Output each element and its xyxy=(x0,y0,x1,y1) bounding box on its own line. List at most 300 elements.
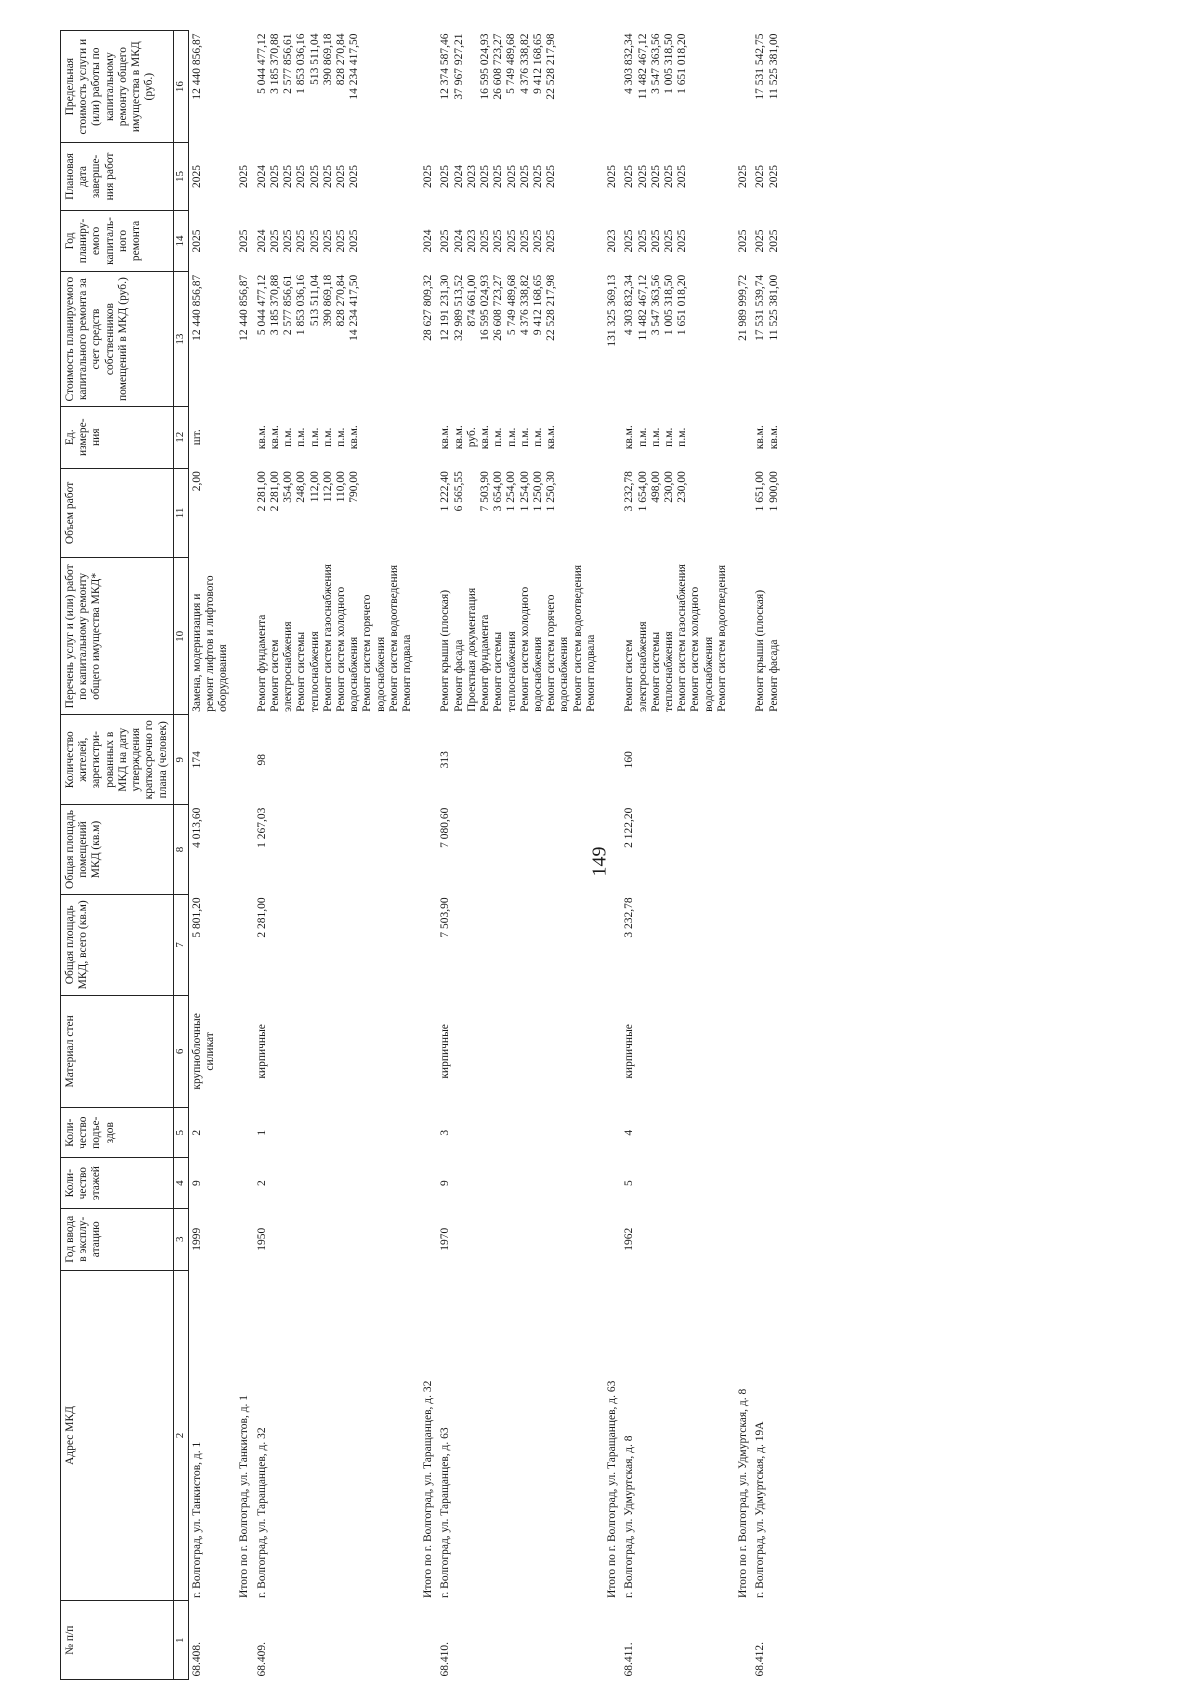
work-end-line: 2025 xyxy=(767,164,780,188)
work-unit-line: п.м. xyxy=(282,427,295,447)
work-cost-line: 4 376 338,82 xyxy=(518,274,531,336)
work-limit-line: 22 528 217,98 xyxy=(545,33,557,100)
work-volume-line: 112,00 xyxy=(321,471,334,503)
work-unit xyxy=(752,406,782,468)
work-limit-line: 37 967 927,21 xyxy=(452,33,465,100)
work-name-line: Ремонт фундамента xyxy=(255,614,268,712)
work-volume-line: 112,00 xyxy=(308,471,321,503)
residents-cell: 174 xyxy=(188,715,232,805)
work-end-line: 2025 xyxy=(754,164,767,188)
work-volume-line: 6 565,55 xyxy=(452,471,465,512)
work-cost-line: 12 440 856,87 xyxy=(190,274,203,341)
header-cell: Общая площадь помещений МКД (кв.м) xyxy=(61,805,174,895)
empty-cell xyxy=(731,894,752,995)
work-cost xyxy=(752,272,782,407)
work-volume-line: 1 651,00 xyxy=(754,471,767,512)
work-name-line: Ремонт фасада xyxy=(767,639,780,712)
work-cost-line: 32 989 513,52 xyxy=(452,274,465,341)
floors-cell: 9 xyxy=(188,1158,232,1208)
work-cost xyxy=(254,272,417,407)
work-name-line: Ремонт системы теплоснабжения xyxy=(492,631,518,712)
empty-cell xyxy=(416,995,437,1107)
column-number: 1 xyxy=(173,1601,188,1680)
work-volume-line: 2 281,00 xyxy=(255,471,268,512)
work-unit xyxy=(254,406,417,468)
work-end-line: 2025 xyxy=(268,164,281,188)
work-unit-line: кв.м. xyxy=(439,425,452,450)
work-volume-line: 2,00 xyxy=(190,471,203,492)
work-end-line: 2023 xyxy=(465,164,478,188)
subtotal-spacer xyxy=(731,1601,752,1680)
work-limit-line: 390 869,18 xyxy=(321,33,334,86)
work-year-line: 2024 xyxy=(452,229,465,253)
header-cell: Год ввода в эксплу-атацию xyxy=(61,1208,174,1270)
work-limit xyxy=(437,31,600,143)
address-cell: г. Волгоград, ул. Таращанцев, д. 32 xyxy=(255,1427,268,1598)
work-end-line: 2025 xyxy=(636,164,649,188)
work-unit xyxy=(188,406,232,468)
work-cost-line: 5 749 489,68 xyxy=(505,274,518,336)
subtotal-label: Итого по г. Волгоград, ул. Таращанцев, д. 63 xyxy=(606,1380,619,1598)
rooms-area-cell: 4 013,60 xyxy=(188,805,232,895)
work-cost-line: 14 234 417,50 xyxy=(348,274,361,341)
empty-cell xyxy=(600,894,621,995)
work-unit-line: п.м. xyxy=(649,427,662,447)
work-end-line: 2025 xyxy=(348,164,361,188)
subtotal-row xyxy=(232,31,253,1680)
work-volume-line: 498,00 xyxy=(649,471,662,503)
work-limit-line: 513 511,04 xyxy=(308,33,321,85)
work-cost xyxy=(437,272,600,407)
floors-cell: 2 xyxy=(255,1180,268,1187)
empty-cell xyxy=(416,406,437,468)
column-number: 16 xyxy=(173,31,188,143)
empty-cell xyxy=(232,1208,253,1270)
work-year-line: 2025 xyxy=(190,229,203,253)
work-name-line: Ремонт фасада xyxy=(452,639,465,712)
subtotal-label: Итого по г. Волгоград, ул. Танкистов, д. 1 xyxy=(238,1394,251,1598)
work-unit-line: кв.м. xyxy=(479,425,492,450)
work-end-line: 2025 xyxy=(505,164,518,188)
empty-cell xyxy=(600,468,621,558)
work-limit-line: 11 525 381,00 xyxy=(767,33,780,100)
work-name-line: Ремонт подвала xyxy=(584,634,597,712)
work-limit xyxy=(621,31,731,143)
work-end-line: 2025 xyxy=(518,164,531,188)
work-end-line: 2025 xyxy=(662,164,675,188)
subtotal-end: 2025 xyxy=(422,164,435,188)
empty-cell xyxy=(416,715,437,805)
work-cost-line: 22 528 217,98 xyxy=(545,274,558,341)
work-end xyxy=(621,143,731,210)
work-limit-line xyxy=(466,34,479,140)
work-end-line: 2025 xyxy=(295,164,308,188)
work-end-line: 2025 xyxy=(676,164,689,188)
work-volume xyxy=(254,468,417,558)
work-cost-line: 1 651 018,20 xyxy=(676,274,689,336)
work-name-line: Ремонт системы теплоснабжения xyxy=(295,631,321,712)
empty-cell xyxy=(600,995,621,1107)
work-cost xyxy=(621,272,731,407)
work-year-line: 2025 xyxy=(295,229,308,253)
total-area-cell xyxy=(752,894,782,995)
column-number: 10 xyxy=(173,558,188,715)
year-built-cell: 1999 xyxy=(188,1208,232,1270)
subtotal-cost: 131 325 369,13 xyxy=(606,274,619,347)
work-limit-line: 1 005 318,50 xyxy=(662,33,675,94)
work-volume-line: 354,00 xyxy=(282,471,295,503)
total-area-cell: 5 801,20 xyxy=(188,894,232,995)
work-year-line: 2025 xyxy=(532,229,544,253)
work-year xyxy=(188,210,232,272)
empty-cell xyxy=(731,805,752,895)
work-cost-line: 874 661,00 xyxy=(465,274,478,327)
empty-cell xyxy=(232,995,253,1107)
work-end-line: 2025 xyxy=(649,164,662,188)
column-number: 13 xyxy=(173,272,188,407)
work-name-line: Ремонт систем электроснабжения xyxy=(623,621,649,712)
work-volume-line: 1 254,00 xyxy=(505,471,518,512)
work-volume-line: 1 654,00 xyxy=(636,471,649,512)
work-limit-line: 16 595 024,93 xyxy=(478,33,491,100)
empty-cell xyxy=(600,558,621,715)
work-limit-line: 17 531 542,75 xyxy=(754,33,767,100)
wall-material-cell: кирпичные xyxy=(623,1024,636,1079)
work-unit-line: кв.м. xyxy=(268,425,281,450)
work-year-line: 2025 xyxy=(334,229,347,253)
work-name-line: Ремонт систем холодного водоснабжения xyxy=(518,586,544,712)
entrances-cell: 3 xyxy=(439,1129,452,1136)
entrances-cell: 2 xyxy=(188,1107,232,1157)
work-cost xyxy=(188,272,232,407)
column-number: 11 xyxy=(173,468,188,558)
work-cost-line: 828 270,84 xyxy=(334,274,347,327)
work-name-line: Ремонт систем водоотведения xyxy=(571,564,584,712)
work-year-line: 2025 xyxy=(479,229,492,253)
wall-material-cell: крупноблочные силикат xyxy=(188,995,232,1107)
work-limit-line: 5 749 489,68 xyxy=(505,33,518,94)
row-number: 68.410. xyxy=(439,1642,452,1677)
work-volume-line xyxy=(466,471,479,555)
header-cell: Год планиру-емого капиталь-ного ремонта xyxy=(61,210,174,272)
work-name xyxy=(752,558,782,715)
subtotal-cost: 12 440 856,87 xyxy=(238,274,251,341)
empty-cell xyxy=(600,406,621,468)
work-end-line: 2025 xyxy=(308,164,321,188)
work-year-line: 2025 xyxy=(282,229,295,253)
rooms-area-cell xyxy=(752,805,782,895)
work-volume-line: 1 250,00 xyxy=(531,471,544,512)
work-volume-line: 1 250,30 xyxy=(545,471,557,512)
empty-cell xyxy=(232,715,253,805)
entrances-cell: 4 xyxy=(623,1129,636,1136)
header-cell: Материал стен xyxy=(61,995,174,1107)
work-cost-line: 513 511,04 xyxy=(308,274,321,327)
work-cost-line: 4 303 832,34 xyxy=(623,274,636,336)
work-volume-line: 1 222,40 xyxy=(439,471,452,512)
work-unit-line: кв.м. xyxy=(545,425,558,450)
header-cell: № п/п xyxy=(61,1601,174,1680)
work-unit-line: п.м. xyxy=(334,427,347,447)
work-year-line: 2025 xyxy=(505,229,518,253)
address-cell: г. Волгоград, ул. Танкистов, д. 1 xyxy=(188,1270,232,1601)
table-row xyxy=(437,31,600,1680)
work-name-line: Ремонт подвала xyxy=(401,634,414,712)
work-year-line: 2025 xyxy=(518,229,531,253)
work-volume-line: 1 254,00 xyxy=(518,471,531,512)
work-unit-line: п.м. xyxy=(662,427,675,447)
subtotal-label: Итого по г. Волгоград, ул. Удмуртская, д. 8 xyxy=(737,1388,750,1598)
empty-cell xyxy=(731,558,752,715)
work-year xyxy=(752,210,782,272)
work-cost-line: 1 853 036,16 xyxy=(295,274,308,336)
rooms-area-cell: 1 267,03 xyxy=(255,807,268,848)
work-end-line: 2025 xyxy=(623,164,636,188)
work-cost-line: 11 525 381,00 xyxy=(767,274,780,341)
work-year-line: 2025 xyxy=(636,229,649,253)
empty-cell xyxy=(600,805,621,895)
empty-cell xyxy=(416,805,437,895)
work-unit-line: п.м. xyxy=(295,427,308,447)
column-number: 12 xyxy=(173,406,188,468)
work-unit-line: кв.м. xyxy=(452,425,465,450)
work-end-line: 2025 xyxy=(321,164,334,188)
row-number: 68.409. xyxy=(255,1642,268,1677)
work-name-line: Ремонт систем газоснабжения xyxy=(321,564,334,712)
table-row xyxy=(188,31,232,1680)
empty-cell xyxy=(416,558,437,715)
year-built-cell: 1970 xyxy=(439,1227,452,1251)
work-volume-line: 230,00 xyxy=(662,471,675,503)
floors-cell xyxy=(752,1158,782,1208)
work-year-line: 2025 xyxy=(754,229,767,253)
work-end-line: 2025 xyxy=(532,164,544,188)
header-cell: Общая площадь МКД, всего (кв.м) xyxy=(61,894,174,995)
capital-repair-table xyxy=(60,30,783,1680)
work-limit-line: 2 577 856,61 xyxy=(282,33,295,94)
header-cell: Количество жителей, зарегистри-рованных в МКД на дату утверждения краткосрочно го плана (человек) xyxy=(61,715,174,805)
work-limit-line: 4 303 832,34 xyxy=(623,33,636,94)
work-end-line: 2025 xyxy=(334,164,347,188)
work-volume-line: 790,00 xyxy=(348,471,361,503)
work-limit-line: 3 185 370,88 xyxy=(268,33,281,94)
wall-material-cell: кирпичные xyxy=(255,1024,268,1079)
work-unit-line: кв.м. xyxy=(255,425,268,450)
work-limit-line: 9 412 168,65 xyxy=(531,33,544,94)
work-unit-line: кв.м. xyxy=(767,425,780,450)
work-end-line: 2025 xyxy=(545,164,558,188)
work-name-line: Ремонт систем горячего водоснабжения xyxy=(361,594,387,712)
year-built-cell: 1950 xyxy=(255,1227,268,1251)
work-end xyxy=(437,143,600,210)
work-volume-line: 230,00 xyxy=(676,471,689,503)
work-limit-line: 14 234 417,50 xyxy=(348,33,361,100)
work-cost-line: 17 531 539,74 xyxy=(754,274,767,341)
empty-cell xyxy=(731,31,752,143)
work-limit xyxy=(254,31,417,143)
empty-cell xyxy=(416,468,437,558)
work-volume xyxy=(752,468,782,558)
work-limit xyxy=(752,31,782,143)
work-volume-line: 248,00 xyxy=(295,471,308,503)
header-cell: Перечень услуг и (или) работ по капитальному ремонту общего имущества МКД* xyxy=(61,558,174,715)
work-limit-line: 11 482 467,12 xyxy=(636,33,649,100)
work-cost-line: 2 577 856,61 xyxy=(282,274,295,336)
work-end-line: 2025 xyxy=(479,164,492,188)
empty-cell xyxy=(232,1107,253,1157)
empty-cell xyxy=(232,31,253,143)
work-unit-line: п.м. xyxy=(676,427,689,447)
empty-cell xyxy=(232,894,253,995)
work-unit xyxy=(621,406,731,468)
empty-cell xyxy=(600,31,621,143)
work-year-line: 2025 xyxy=(545,229,558,253)
work-limit-line: 5 044 477,12 xyxy=(255,33,268,94)
column-number: 7 xyxy=(173,894,188,995)
floors-cell: 5 xyxy=(623,1180,636,1187)
column-number: 9 xyxy=(173,715,188,805)
column-number: 4 xyxy=(173,1158,188,1208)
table-body xyxy=(188,31,782,1680)
empty-cell xyxy=(416,31,437,143)
work-cost-line: 26 608 723,27 xyxy=(492,274,505,341)
residents-cell: 98 xyxy=(255,753,268,766)
subtotal-row xyxy=(416,31,437,1680)
work-name-line: Ремонт крыши (плоская) xyxy=(754,589,767,712)
column-number: 6 xyxy=(173,995,188,1107)
empty-cell xyxy=(731,715,752,805)
address-cell: г. Волгоград, ул. Удмуртская, д. 19А xyxy=(754,1421,767,1598)
subtotal-end: 2025 xyxy=(737,164,750,188)
work-end-line: 2025 xyxy=(282,164,295,188)
work-unit-line: кв.м. xyxy=(754,425,767,450)
work-cost-line: 9 412 168,65 xyxy=(532,274,544,336)
empty-cell xyxy=(232,1158,253,1208)
work-volume-line: 3 232,78 xyxy=(623,471,636,512)
work-limit-line: 4 376 338,82 xyxy=(518,33,531,94)
year-built-cell: 1962 xyxy=(623,1227,636,1251)
work-limit-line: 12 374 587,46 xyxy=(439,33,452,100)
work-end-line: 2025 xyxy=(492,164,505,188)
empty-cell xyxy=(416,1158,437,1208)
empty-cell xyxy=(232,805,253,895)
empty-cell xyxy=(731,406,752,468)
work-cost-line: 11 482 467,12 xyxy=(636,274,649,341)
subtotal-spacer xyxy=(232,1601,253,1680)
work-name-line: Ремонт систем электроснабжения xyxy=(268,621,295,712)
column-number: 3 xyxy=(173,1208,188,1270)
table-row xyxy=(254,31,417,1680)
empty-cell xyxy=(232,406,253,468)
work-cost-line: 1 005 318,50 xyxy=(662,274,675,336)
work-name-line: Ремонт системы теплоснабжения xyxy=(649,631,675,712)
work-year-line: 2025 xyxy=(767,229,780,253)
rooms-area-cell: 7 080,60 xyxy=(439,807,452,848)
work-cost-line: 12 191 231,30 xyxy=(439,274,452,341)
work-name-line: Проектная документация xyxy=(465,587,478,712)
work-end-line: 2025 xyxy=(190,164,203,188)
residents-cell: 313 xyxy=(439,751,452,769)
work-volume xyxy=(188,468,232,558)
work-name-line: Замена, модернизация и ремонт лифтов и лифтового оборудования xyxy=(190,575,230,712)
empty-cell xyxy=(600,1107,621,1157)
subtotal-cost: 28 627 809,32 xyxy=(422,274,435,341)
empty-cell xyxy=(731,468,752,558)
work-limit-line: 1 853 036,16 xyxy=(295,33,308,94)
work-name-line: Ремонт систем холодного водоснабжения xyxy=(689,586,715,712)
work-year xyxy=(621,210,731,272)
subtotal-spacer xyxy=(600,1601,621,1680)
work-year-line: 2025 xyxy=(321,229,334,253)
column-number: 5 xyxy=(173,1107,188,1157)
subtotal-year: 2025 xyxy=(737,229,750,253)
work-year-line: 2025 xyxy=(439,229,452,253)
subtotal-cost: 21 989 999,72 xyxy=(737,274,750,341)
work-volume-line: 7 503,90 xyxy=(478,471,491,512)
empty-cell xyxy=(600,1208,621,1270)
work-unit-line: руб. xyxy=(465,427,478,448)
work-volume-line: 3 654,00 xyxy=(492,471,505,512)
subtotal-row xyxy=(731,31,752,1680)
subtotal-year: 2024 xyxy=(422,229,435,253)
work-name-line: Ремонт фундамента xyxy=(479,614,492,712)
subtotal-year: 2023 xyxy=(606,229,619,253)
work-cost-line: 5 044 477,12 xyxy=(255,274,268,336)
work-end-line: 2024 xyxy=(255,164,268,188)
empty-cell xyxy=(731,1208,752,1270)
work-year-line: 2025 xyxy=(492,229,505,253)
work-limit-line: 3 547 363,56 xyxy=(649,33,662,94)
work-name xyxy=(188,558,232,715)
work-name-line: Ремонт систем горячего водоснабжения xyxy=(545,594,571,712)
work-volume-line: 2 281,00 xyxy=(268,471,281,512)
work-unit xyxy=(437,406,600,468)
work-name-line: Ремонт систем газоснабжения xyxy=(676,564,689,712)
work-name xyxy=(254,558,417,715)
work-year-line: 2025 xyxy=(676,229,689,253)
work-end-line: 2024 xyxy=(452,164,465,188)
work-volume xyxy=(437,468,600,558)
column-number: 8 xyxy=(173,805,188,895)
table-row xyxy=(621,31,731,1680)
column-number: 14 xyxy=(173,210,188,272)
work-limit-line: 12 440 856,87 xyxy=(190,33,203,100)
subtotal-end: 2025 xyxy=(238,164,251,188)
work-year-line: 2025 xyxy=(348,229,361,253)
empty-cell xyxy=(232,468,253,558)
work-unit-line: кв.м. xyxy=(348,425,361,450)
total-area-cell: 3 232,78 xyxy=(623,897,636,938)
rotated-table-page xyxy=(60,30,1190,1680)
residents-cell xyxy=(752,715,782,805)
subtotal-year: 2025 xyxy=(238,229,251,253)
header-cell: Плановая дата заверше-ния работ xyxy=(61,143,174,210)
work-limit xyxy=(188,31,232,143)
work-year-line: 2025 xyxy=(268,229,281,253)
work-unit-line: п.м. xyxy=(308,427,321,447)
work-limit-line: 828 270,84 xyxy=(334,33,347,86)
empty-cell xyxy=(416,894,437,995)
subtotal-end: 2025 xyxy=(606,164,619,188)
work-year-line: 2024 xyxy=(255,229,268,253)
rooms-area-cell: 2 122,20 xyxy=(623,807,636,848)
work-name xyxy=(621,558,731,715)
work-year-line: 2025 xyxy=(308,229,321,253)
header-cell: Стоимость планируемого капитального ремонта за счет средств собственников помещений в МКД (руб.) xyxy=(61,272,174,407)
work-limit-line: 1 651 018,20 xyxy=(676,33,689,94)
row-number: 68.411. xyxy=(623,1642,636,1677)
work-end-line: 2025 xyxy=(439,164,452,188)
